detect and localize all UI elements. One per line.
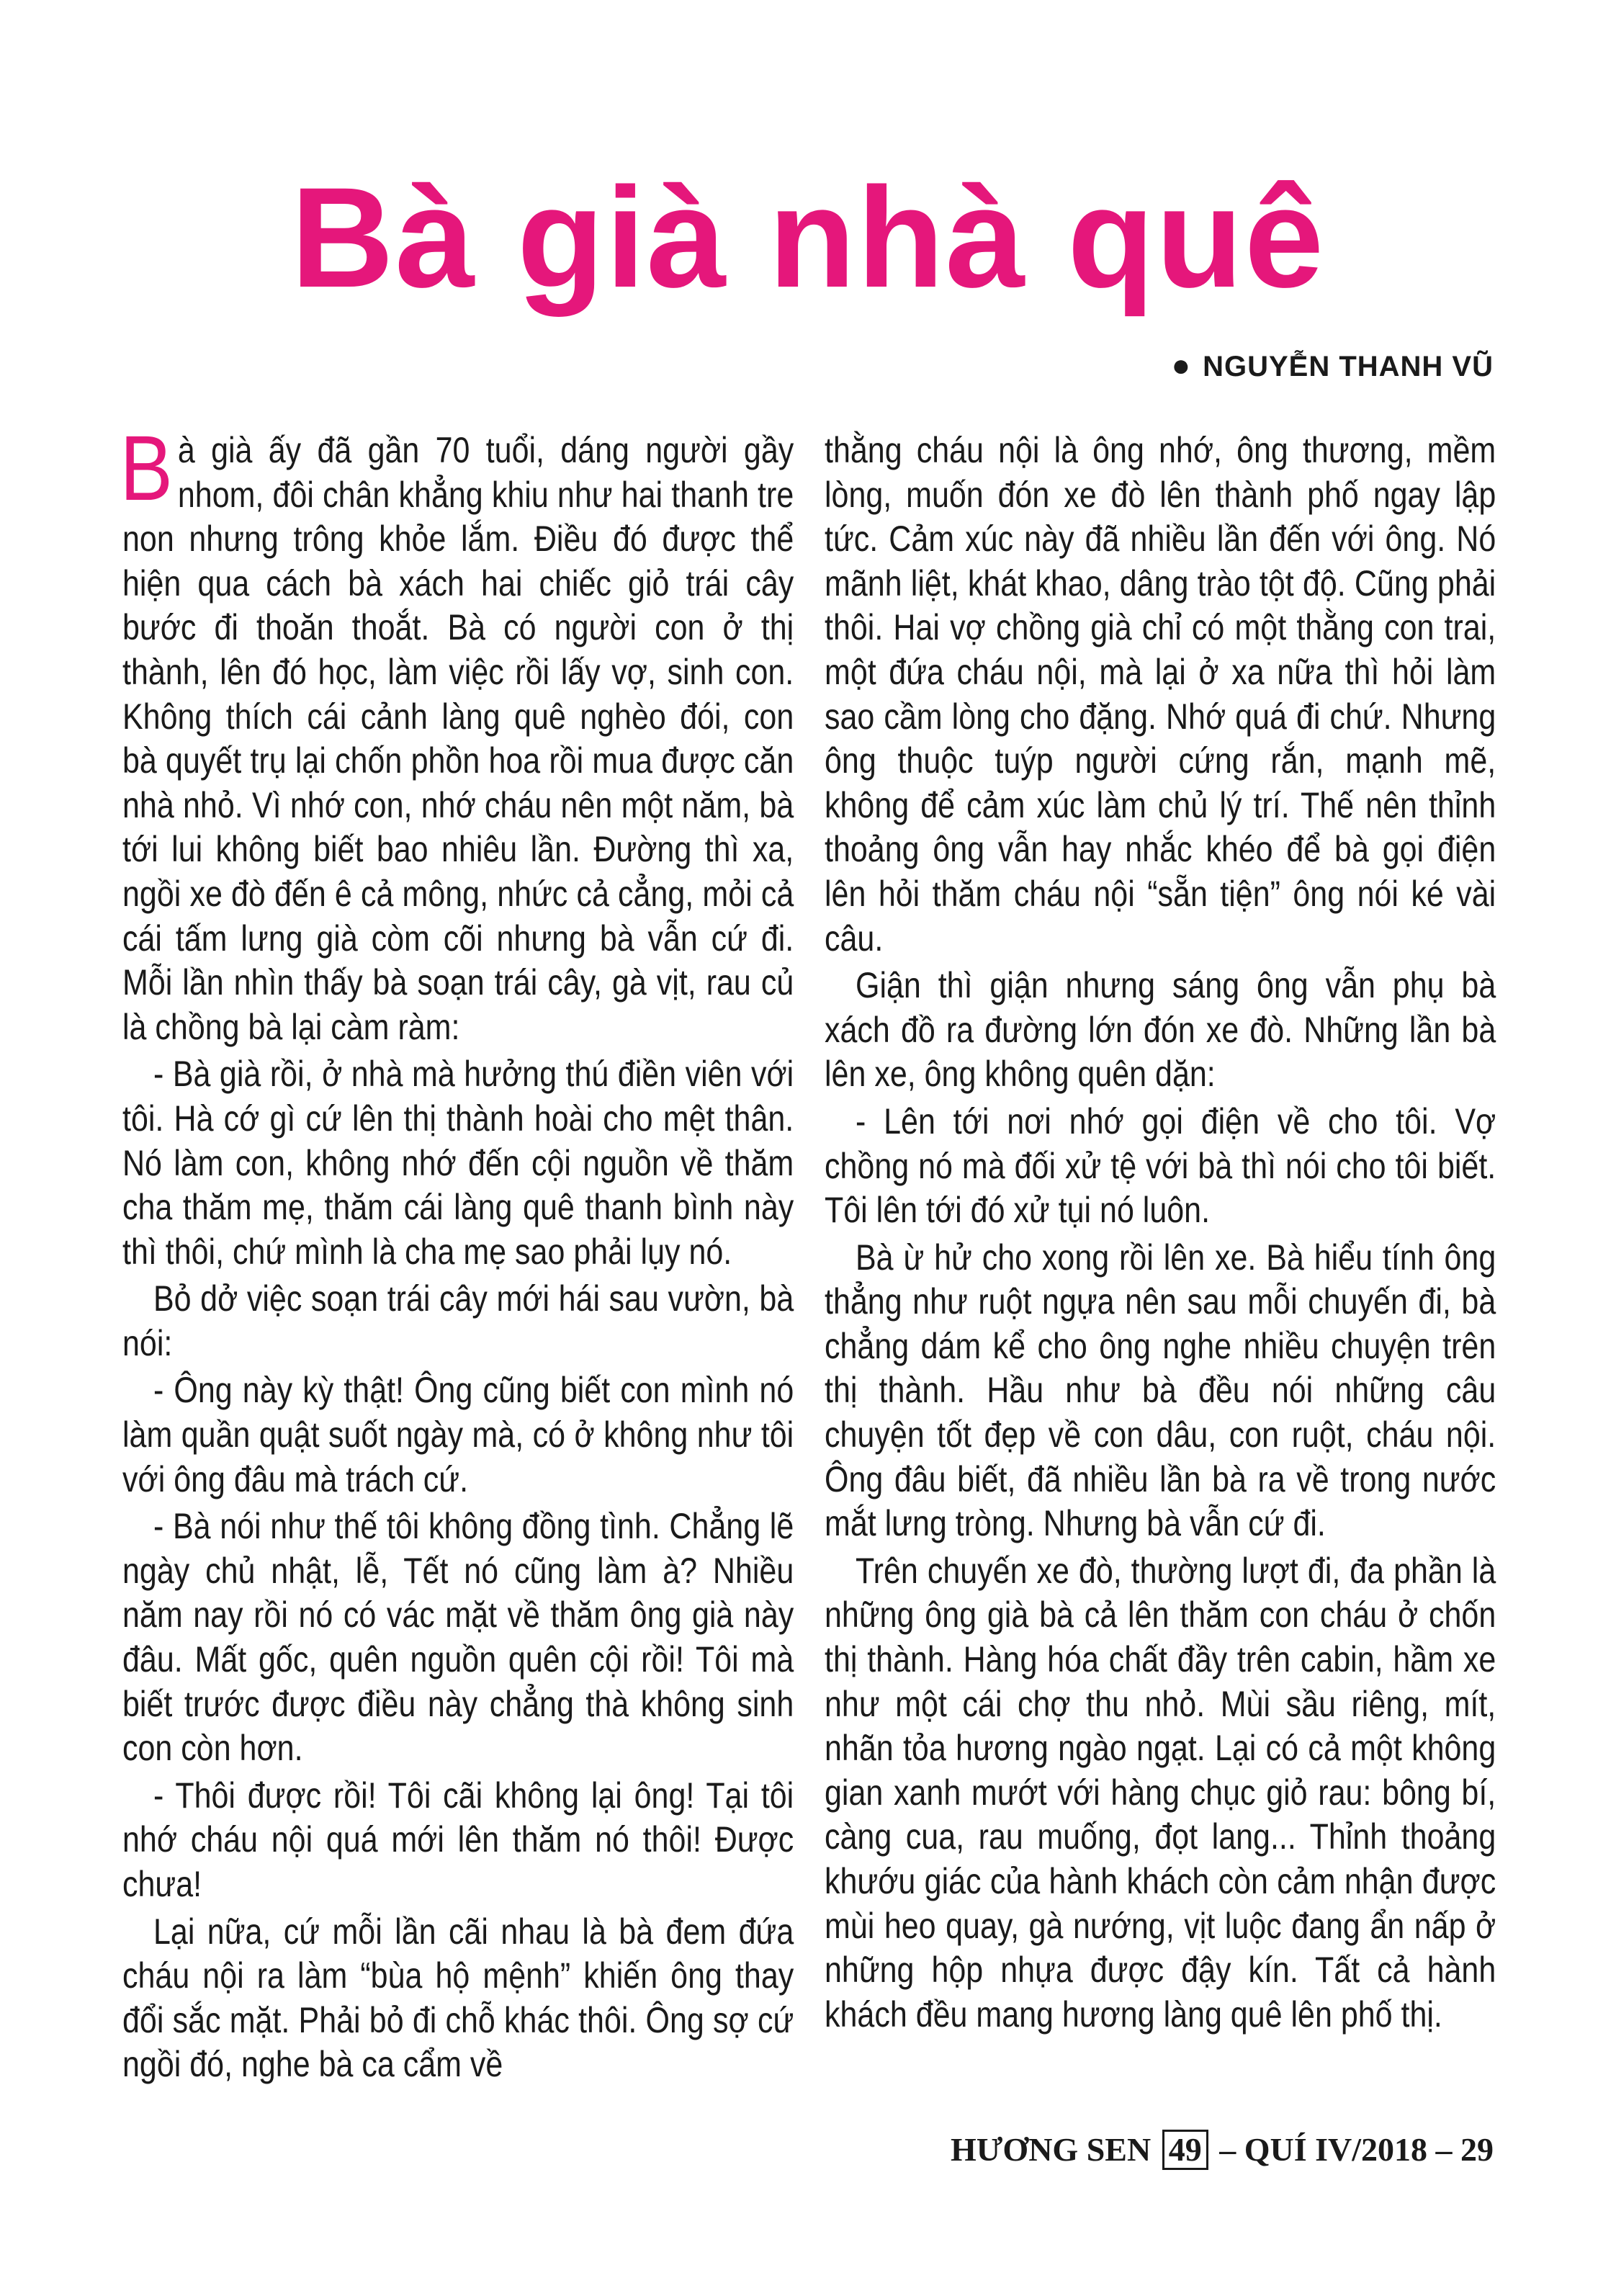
opening-paragraph xyxy=(120,417,794,1049)
page-footer xyxy=(951,2128,1494,2171)
paragraph: Trên chuyến xe đò, thường lượt đi, đa phần là những ông già bà cả lên thăm con cháu ở chốn thị thành. Hàng hóa chất đầy trên cabin, hầm xe như một cái chợ thu nhỏ. Mùi sầu riêng, mít, nhãn tỏa hương ngào ngạt. Lại có cả một không gian xanh mướt với hàng chục giỏ rau: bông bí, càng cua, rau muống, đọt lang... Thỉnh thoảng khướu giác của hành khách còn cảm nhận được mùi heo quay, gà nướng, vịt luộc đang ẩn nấp ở những hộp nhựa được đậy kín. Tất cả hành khách đều mang hương làng quê lên phố thị. xyxy=(825,1550,1496,2035)
opening-paragraph-text: à già ấy đã gần 70 tuổi, dáng người gầy nhom, đôi chân khẳng khiu như hai thanh tre non nhưng trông khỏe lắm. Điều đó được thể hiện qua cách bà xách hai chiếc giỏ trái cây bước đi thoăn thoắt. Bà có người con ở thị thành, lên đó học, làm việc rồi lấy vợ, sinh con. Không thích cái cảnh làng quê nghèo đói, con bà quyết trụ lại chốn phồn hoa rồi mua được căn nhà nhỏ. Vì nhớ con, nhớ cháu nên một năm, bà tới lui không biết bao nhiêu lần. Đường thì xa, ngồi xe đò đến ê cả mông, nhức cả cẳng, mỏi cả cái tấm lưng già còm cõi nhưng bà vẫn cứ đi. Mỗi lần nhìn thấy bà soạn trái cây, gà vịt, rau củ là chồng bà lại càm ràm: xyxy=(122,430,794,1047)
author-name: NGUYỄN THANH VŨ xyxy=(1203,351,1494,382)
paragraph: Lại nữa, cứ mỗi lần cãi nhau là bà đem đứa cháu nội ra làm “bùa hộ mệnh” khiến ông thay đổi sắc mặt. Phải bỏ đi chỗ khác thôi. Ông sợ cứ ngồi đó, nghe bà ca cẩm về xyxy=(122,1911,794,2085)
paragraph: - Bà già rồi, ở nhà mà hưởng thú điền viên với tôi. Hà cớ gì cứ lên thị thành hoài cho mệt thân. Nó làm con, không nhớ đến cội nguồn về thăm cha thăm mẹ, thăm cái làng quê thanh bình này thì thôi, chứ mình là cha mẹ sao phải lụy nó. xyxy=(122,1054,794,1272)
drop-cap: B xyxy=(120,417,173,520)
paragraph: - Lên tới nơi nhớ gọi điện về cho tôi. Vợ chồng nó mà đối xử tệ với bà thì nói cho tôi biết. Tôi lên tới đó xử tụi nó luôn. xyxy=(825,1100,1496,1231)
paragraph: - Bà nói như thế tôi không đồng tình. Chẳng lẽ ngày chủ nhật, lễ, Tết nó cũng làm à? Nhiều năm nay rồi nó có vác mặt về thăm ông già này đâu. Mất gốc, quên nguồn quên cội rồi! Tôi mà biết trước được điều này chẳng thà không sinh con còn hơn. xyxy=(122,1506,794,1769)
paragraph: - Ông này kỳ thật! Ông cũng biết con mình nó làm quần quật suốt ngày mà, có ở không như tôi với ông đâu mà trách cứ. xyxy=(122,1370,794,1499)
paragraph: Bà ừ hử cho xong rồi lên xe. Bà hiểu tính ông thẳng như ruột ngựa nên sau mỗi chuyến đi, bà chẳng dám kể cho ông nghe nhiều chuyện trên thị thành. Hầu như bà đều nói những câu chuyện tốt đẹp về con dâu, con ruột, cháu nội. Ông đâu biết, đã nhiều lần bà ra về trong nước mắt lưng tròng. Nhưng bà vẫn cứ đi. xyxy=(825,1237,1496,1544)
issue-number: 49 xyxy=(1162,2130,1208,2170)
page-number: 29 xyxy=(1460,2131,1494,2168)
left-column xyxy=(120,417,794,2090)
paragraph: - Thôi được rồi! Tôi cãi không lại ông! Tại tôi nhớ cháu nội quá mới lên thăm nó thôi! Được chưa! xyxy=(122,1775,794,1904)
issue-period: – QUÍ IV/2018 – xyxy=(1219,2131,1453,2168)
paragraph: Giận thì giận nhưng sáng ông vẫn phụ bà xách đồ ra đường lớn đón xe đò. Những lần bà lên xe, ông không quên dặn: xyxy=(825,965,1496,1095)
magazine-name: HƯƠNG SEN xyxy=(951,2131,1152,2168)
author-byline xyxy=(1172,344,1494,388)
article-title: Bà già nhà quê xyxy=(290,158,1326,317)
continued-paragraph: thằng cháu nội là ông nhớ, ông thương, mềm lòng, muốn đón xe đò lên thành phố ngay lập tức. Cảm xúc này đã nhiều lần đến với ông. Nó mãnh liệt, khát khao, dâng trào tột độ. Cũng phải thôi. Hai vợ chồng già chỉ có một thằng con trai, một đứa cháu nội, mà lại ở xa nữa thì hỏi làm sao cầm lòng cho đặng. Nhớ quá đi chứ. Nhưng ông thuộc tuýp người cứng rắn, mạnh mẽ, không để cảm xúc làm chủ lý trí. Thế nên thỉnh thoảng ông vẫn hay nhắc khéo để bà gọi điện lên hỏi thăm cháu nội “sẵn tiện” ông nói ké vài câu. xyxy=(825,430,1496,959)
right-column xyxy=(825,429,1496,2040)
bullet-icon: ● xyxy=(1171,348,1192,383)
paragraph: Bỏ dở việc soạn trái cây mới hái sau vườn, bà nói: xyxy=(122,1278,794,1363)
